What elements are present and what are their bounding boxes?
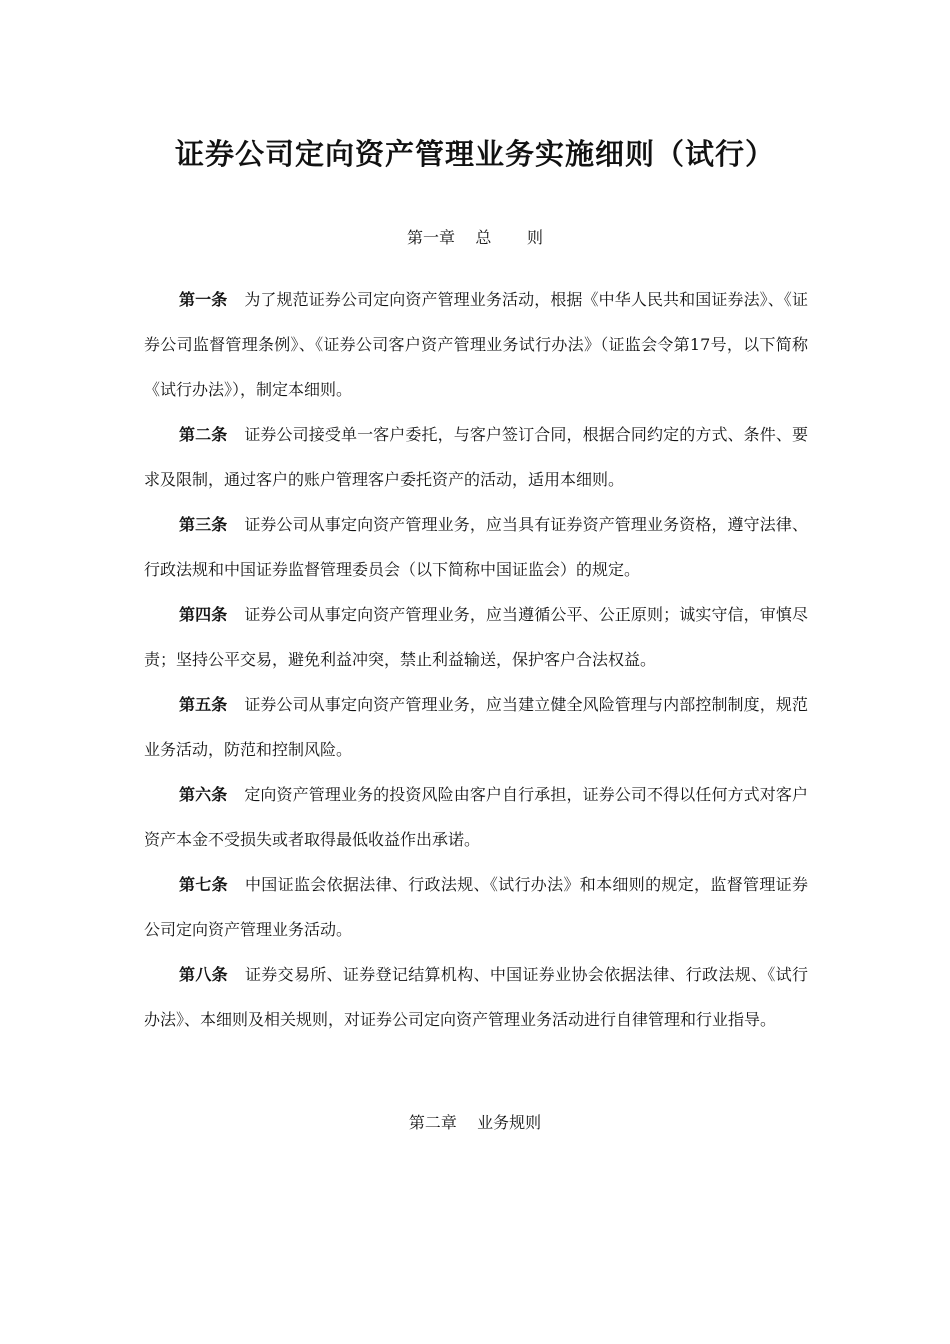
article-text: 证券公司从事定向资产管理业务，应当遵循公平、公正原则；诚实守信，审慎尽责；坚持公平交易，避免利益冲突，禁止利益输送，保护客户合法权益。 xyxy=(144,605,808,669)
article-text: 定向资产管理业务的投资风险由客户自行承担，证券公司不得以任何方式对客户资产本金不受损失或者取得最低收益作出承诺。 xyxy=(144,785,808,849)
chapter-heading: 第一章 总 则 xyxy=(407,228,543,247)
article-number: 第五条 xyxy=(179,695,228,714)
document-body xyxy=(144,277,808,1042)
article-7 xyxy=(144,862,808,952)
article-text: 为了规范证券公司定向资产管理业务活动，根据《中华人民共和国证券法》、《证券公司监督管理条例》、《证券公司客户资产管理业务试行办法》（证监会令第17号，以下简称《试行办法》），制定本细则。 xyxy=(144,290,808,399)
article-number: 第七条 xyxy=(179,875,228,894)
article-5 xyxy=(144,682,808,772)
article-number: 第六条 xyxy=(179,785,228,804)
article-4 xyxy=(144,592,808,682)
article-1 xyxy=(144,277,808,412)
article-number: 第三条 xyxy=(179,515,228,534)
article-text: 证券交易所、证券登记结算机构、中国证券业协会依据法律、行政法规、《试行办法》、本细则及相关规则，对证券公司定向资产管理业务活动进行自律管理和行业指导。 xyxy=(144,965,808,1029)
article-3 xyxy=(144,502,808,592)
article-number: 第一条 xyxy=(179,290,228,309)
article-8 xyxy=(144,952,808,1042)
article-text: 中国证监会依据法律、行政法规、《试行办法》和本细则的规定，监督管理证券公司定向资产管理业务活动。 xyxy=(144,875,808,939)
article-text: 证券公司从事定向资产管理业务，应当建立健全风险管理与内部控制制度，规范业务活动，防范和控制风险。 xyxy=(144,695,808,759)
article-text: 证券公司从事定向资产管理业务，应当具有证券资产管理业务资格，遵守法律、行政法规和中国证券监督管理委员会（以下简称中国证监会）的规定。 xyxy=(144,515,808,579)
document-title: 证券公司定向资产管理业务实施细则（试行） xyxy=(174,137,775,171)
article-number: 第二条 xyxy=(179,425,228,444)
article-text: 证券公司接受单一客户委托，与客户签订合同，根据合同约定的方式、条件、要求及限制，通过客户的账户管理客户委托资产的活动，适用本细则。 xyxy=(144,425,808,489)
article-2 xyxy=(144,412,808,502)
article-number: 第八条 xyxy=(179,965,228,984)
article-number: 第四条 xyxy=(179,605,228,624)
article-6 xyxy=(144,772,808,862)
chapter-heading: 第二章 业务规则 xyxy=(408,1113,542,1132)
